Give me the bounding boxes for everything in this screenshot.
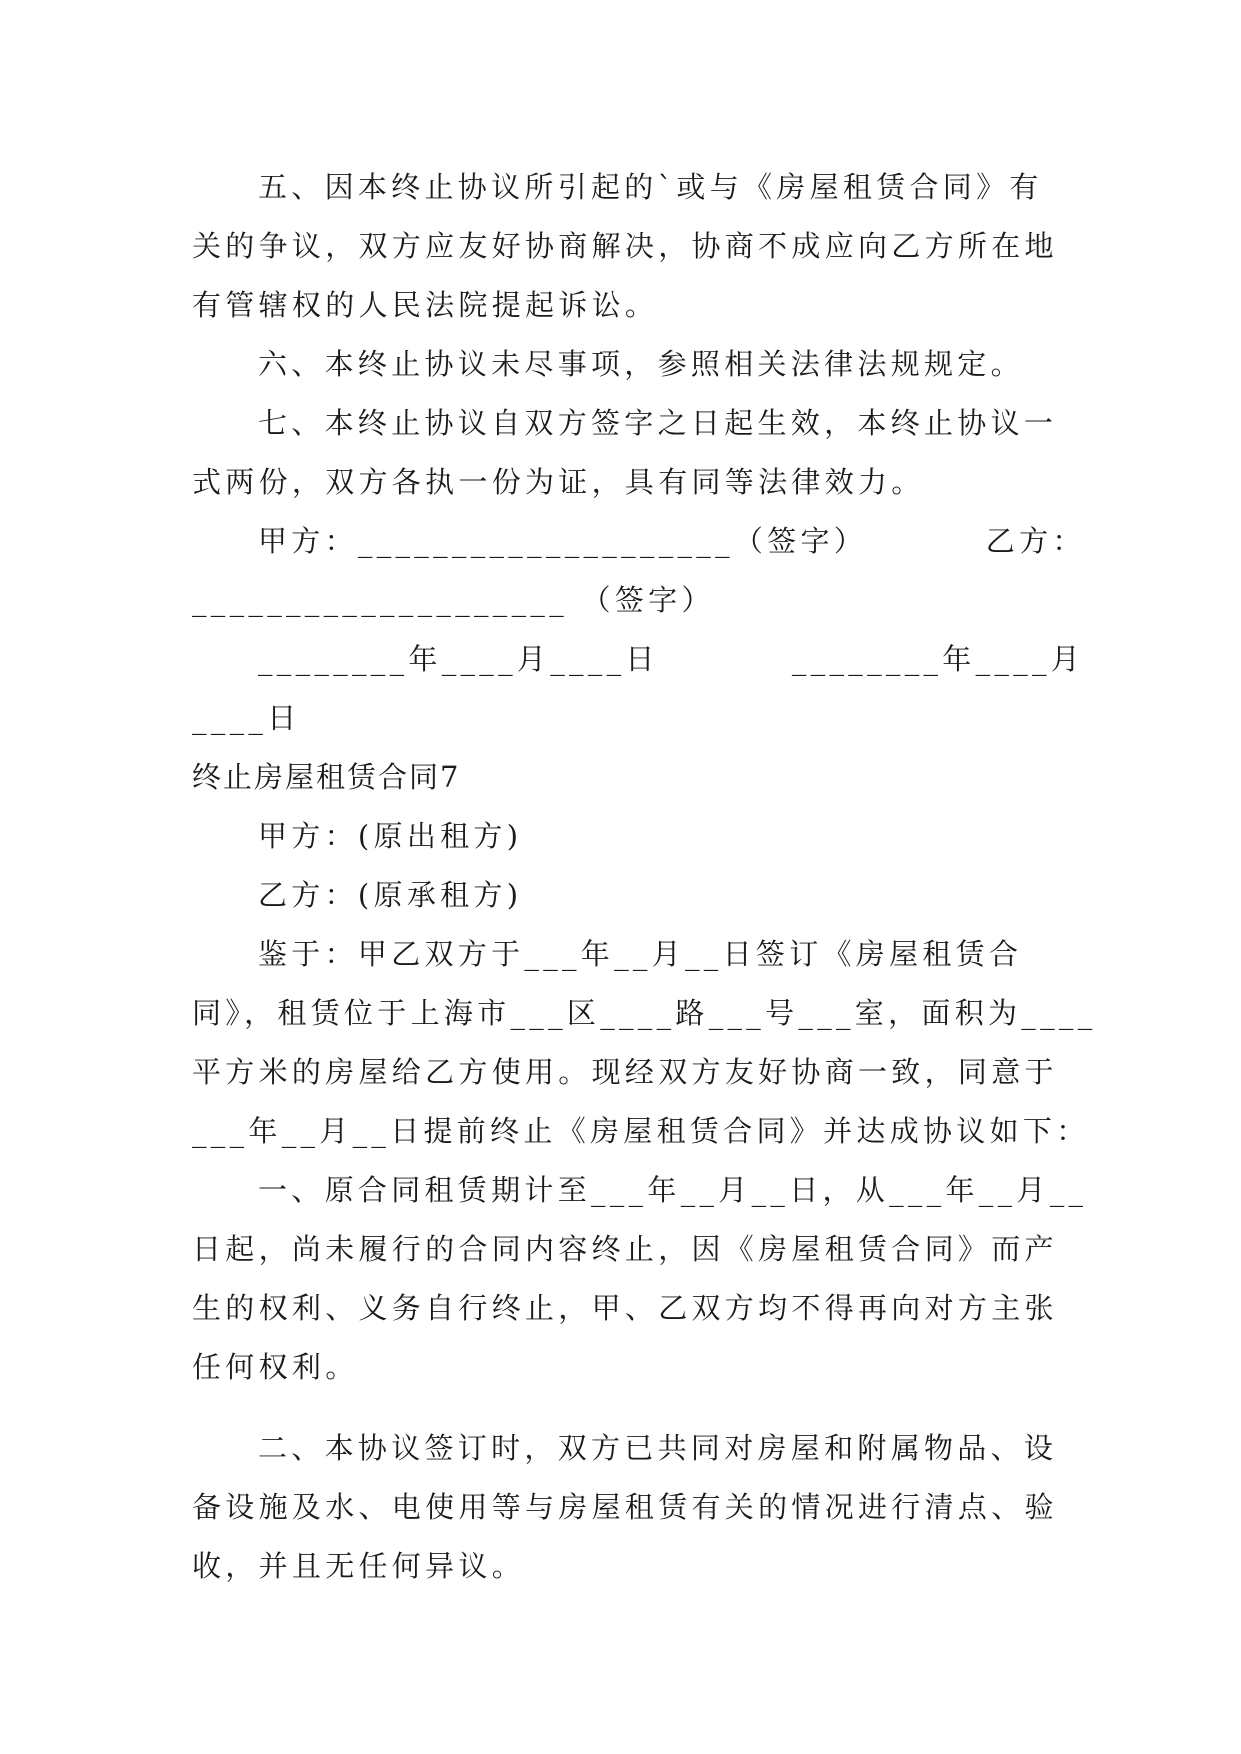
signature-block xyxy=(192,512,1086,630)
paragraph-line: 六、本终止协议未尽事项，参照相关法律法规规定。 xyxy=(258,347,1024,381)
date-block xyxy=(192,630,1085,748)
paragraph-line: ___年__月__日提前终止《房屋租赁合同》并达成协议如下： xyxy=(192,1114,1090,1148)
paragraph-line: 七、本终止协议自双方签字之日起生效，本终止协议一 xyxy=(258,406,1058,440)
signature-line: ____________________ （签字） xyxy=(192,583,715,617)
paragraph-line: 平方米的房屋给乙方使用。现经双方友好协商一致，同意于 xyxy=(192,1055,1058,1089)
paragraph-line: 备设施及水、电使用等与房屋租赁有关的情况进行清点、验 xyxy=(192,1490,1058,1524)
paragraph-line: 有管辖权的人民法院提起诉讼。 xyxy=(192,288,659,322)
section-5 xyxy=(192,158,1058,335)
party-b: 乙方：(原承租方) xyxy=(258,878,523,912)
party-a: 甲方：(原出租方) xyxy=(258,819,523,853)
contract-title: 终止房屋租赁合同7 xyxy=(192,760,461,794)
paragraph-gap xyxy=(192,1397,1054,1419)
paragraph-line: 关的争议，双方应友好协商解决，协商不成应向乙方所在地 xyxy=(192,229,1058,263)
paragraph-line: 鉴于：甲乙双方于___年__月__日签订《房屋租赁合 xyxy=(258,937,1023,971)
signature-line: 甲方：____________________（签字） 乙方： xyxy=(258,524,1086,558)
paragraph-line: 收，并且无任何异议。 xyxy=(192,1549,526,1583)
paragraph-line: 日起，尚未履行的合同内容终止，因《房屋租赁合同》而产 xyxy=(192,1232,1058,1266)
whereas-paragraph xyxy=(192,925,1097,1161)
clause-2 xyxy=(192,1419,1058,1596)
section-7 xyxy=(192,394,1058,512)
paragraph-line: 一、原合同租赁期计至___年__月__日，从___年__月__ xyxy=(258,1173,1088,1207)
date-line: ____日 xyxy=(192,701,301,735)
clause-1 xyxy=(192,1161,1088,1397)
paragraph-line: 生的权利、义务自行终止，甲、乙双方均不得再向对方主张 xyxy=(192,1291,1058,1325)
date-line: ________年____月____日 ________年____月 xyxy=(258,642,1085,676)
section-6 xyxy=(192,335,1054,394)
paragraph-line: 任何权利。 xyxy=(192,1350,359,1384)
paragraph-line: 二、本协议签订时，双方已共同对房屋和附属物品、设 xyxy=(258,1431,1058,1465)
paragraph-line: 式两份，双方各执一份为证，具有同等法律效力。 xyxy=(192,465,925,499)
document-body xyxy=(192,158,1097,1596)
paragraph-line: 同》，租赁位于上海市___区____路___号___室，面积为____ xyxy=(192,996,1097,1030)
paragraph-line: 五、因本终止协议所引起的`或与《房屋租赁合同》有 xyxy=(258,170,1043,204)
